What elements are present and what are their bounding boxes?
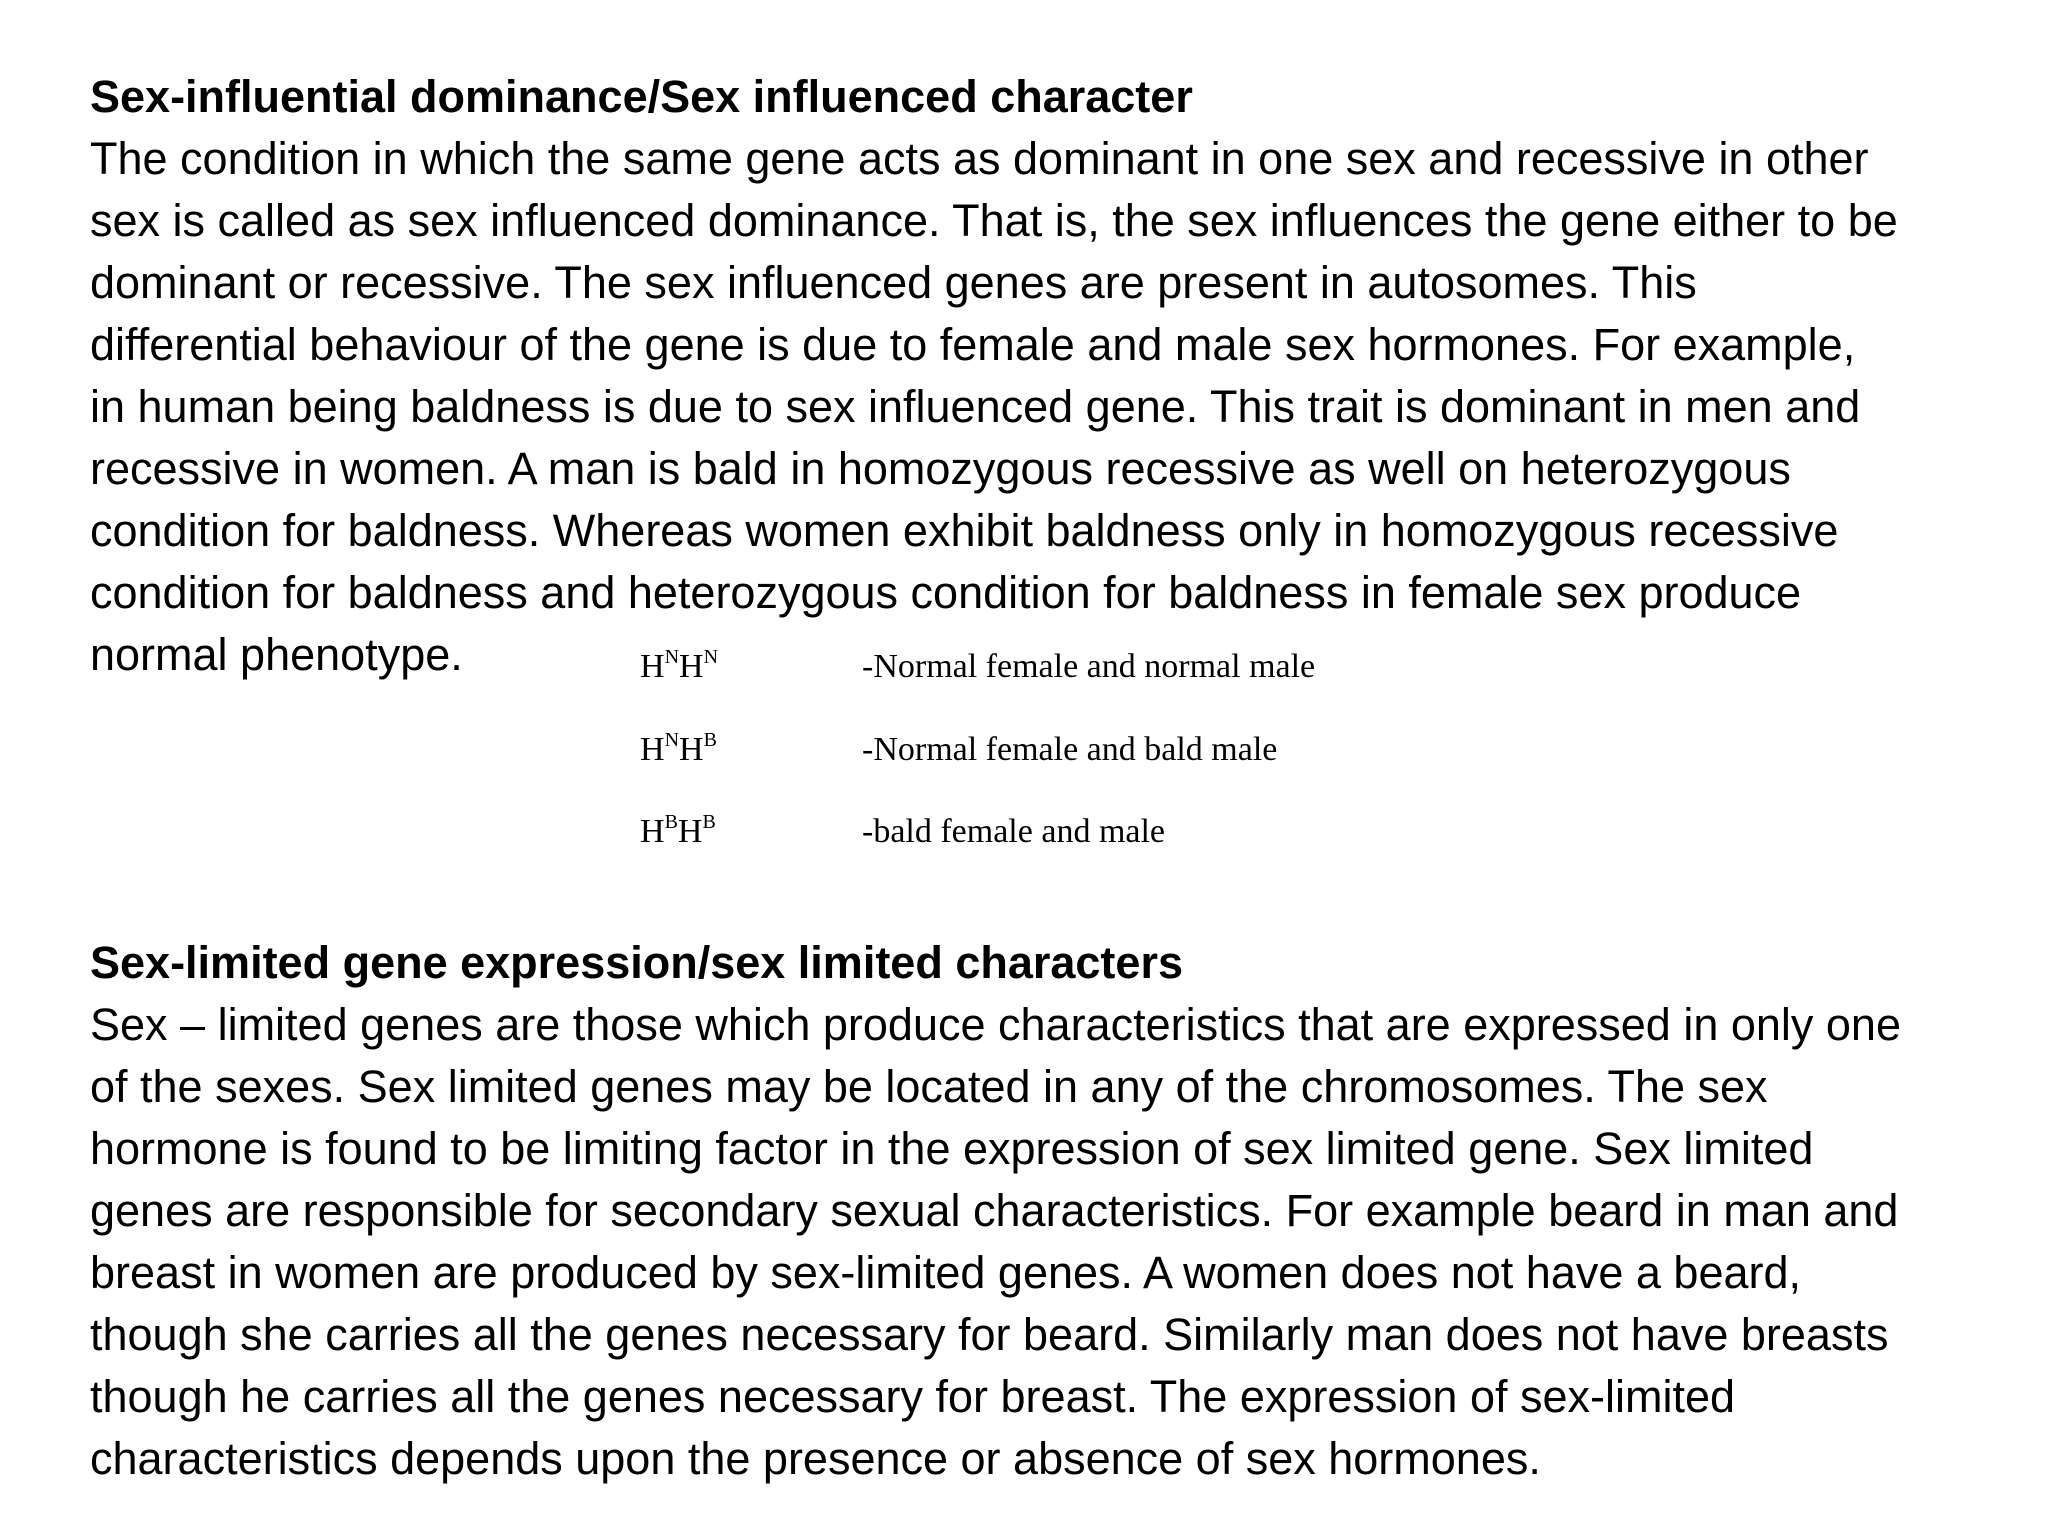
paragraph-line: genes are responsible for secondary sexual characteristics. For example beard in man and <box>90 1185 1899 1236</box>
genotype-description: -bald female and male <box>862 813 1166 850</box>
genotype-symbol: $H^BH^B$ <box>640 811 716 850</box>
paragraph-line: though he carries all the genes necessary for breast. The expression of sex-limited <box>90 1371 1736 1422</box>
paragraph-line: differential behaviour of the gene is due to female and male sex hormones. For example, <box>90 319 1856 370</box>
paragraph-line: dominant or recessive. The sex influenced genes are present in autosomes. This <box>90 257 1697 308</box>
paragraph-line: though she carries all the genes necessary for beard. Similarly man does not have breasts <box>90 1309 1889 1360</box>
paragraph-line: in human being baldness is due to sex influenced gene. This trait is dominant in men and <box>90 381 1861 432</box>
section-heading-sex-limited: Sex-limited gene expression/sex limited characters <box>90 937 1183 988</box>
paragraph-line: normal phenotype. <box>90 629 463 680</box>
paragraph-sex-influenced <box>90 128 2030 686</box>
paragraph-line: characteristics depends upon the presence or absence of sex hormones. <box>90 1433 1541 1484</box>
paragraph-line: breast in women are produced by sex-limited genes. A women does not have a beard, <box>90 1247 1802 1298</box>
paragraph-line: condition for baldness. Whereas women exhibit baldness only in homozygous recessive <box>90 505 1839 556</box>
paragraph-line: hormone is found to be limiting factor in the expression of sex limited gene. Sex limited <box>90 1123 1814 1174</box>
section-heading-sex-influenced: Sex-influential dominance/Sex influenced character <box>90 71 1193 122</box>
genotype-description: -Normal female and bald male <box>862 731 1278 768</box>
genotype-symbol: $H^NH^N$ <box>640 646 719 685</box>
paragraph-line: Sex – limited genes are those which produce characteristics that are expressed in only one <box>90 999 1901 1050</box>
genotype-description: -Normal female and normal male <box>862 648 1316 685</box>
paragraph-line: sex is called as sex influenced dominance. That is, the sex influences the gene either to be <box>90 195 1898 246</box>
genotype-symbol: $H^NH^B$ <box>640 729 717 768</box>
paragraph-line: The condition in which the same gene acts as dominant in one sex and recessive in other <box>90 133 1869 184</box>
paragraph-line: of the sexes. Sex limited genes may be located in any of the chromosomes. The sex <box>90 1061 1768 1112</box>
paragraph-line: recessive in women. A man is bald in homozygous recessive as well on heterozygous <box>90 443 1791 494</box>
paragraph-line: condition for baldness and heterozygous condition for baldness in female sex produce <box>90 567 1802 618</box>
paragraph-sex-limited <box>90 994 2030 1490</box>
